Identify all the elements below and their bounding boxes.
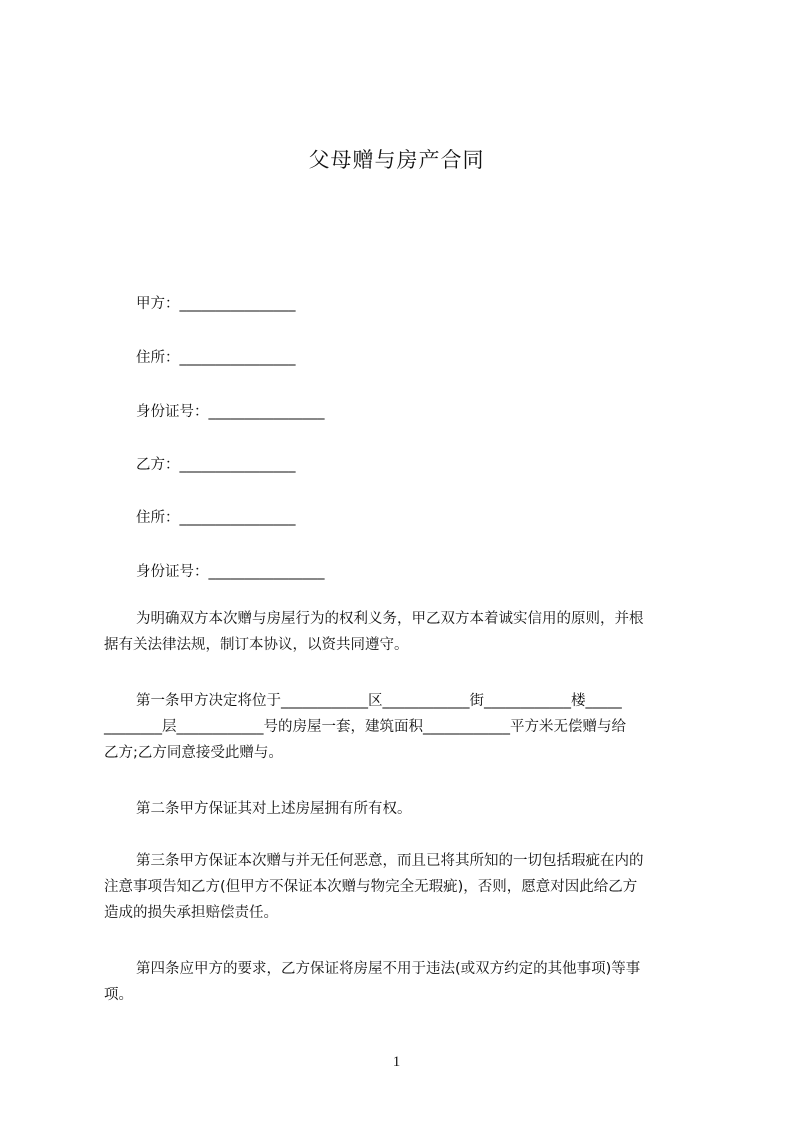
article-1-paragraph <box>104 688 702 766</box>
party-b-id-field: 身份证号：________________ <box>136 564 325 580</box>
article-4-line-2: 项。 <box>104 987 133 1003</box>
preamble-line-1: 为明确双方本次赠与房屋行为的权利义务，甲乙双方本着诚实信用的原则，并根 <box>136 611 644 627</box>
party-a-field: 甲方：________________ <box>136 296 296 312</box>
article-2-paragraph <box>104 796 702 822</box>
article-1-line-1: 第一条甲方决定将位于____________区____________街____________楼_____ <box>136 693 622 709</box>
article-2-line-1: 第二条甲方保证其对上述房屋拥有所有权。 <box>136 801 412 817</box>
article-4-line-1: 第四条应甲方的要求，乙方保证将房屋不用于违法(或双方约定的其他事项)等事 <box>136 961 641 977</box>
party-a-address-field: 住所：________________ <box>136 350 296 366</box>
article-3-line-3: 造成的损失承担赔偿责任。 <box>104 905 278 921</box>
article-3-paragraph <box>104 848 702 926</box>
preamble-paragraph <box>104 606 702 658</box>
preamble-line-2: 据有关法律法规，制订本协议，以资共同遵守。 <box>104 637 409 653</box>
article-4-paragraph <box>104 956 702 1008</box>
party-a-id-field: 身份证号：________________ <box>136 404 325 420</box>
article-1-line-3: 乙方;乙方同意接受此赠与。 <box>104 745 283 761</box>
page-number: 1 <box>392 1054 401 1070</box>
article-3-line-1: 第三条甲方保证本次赠与并无任何恶意，而且已将其所知的一切包括瑕疵在内的 <box>136 853 644 869</box>
party-b-address-field: 住所：________________ <box>136 510 296 526</box>
article-1-line-2: ________层____________号的房屋一套，建筑面积____________平方米无偿赠与给 <box>104 719 626 735</box>
party-b-field: 乙方：________________ <box>136 457 296 473</box>
article-3-line-2: 注意事项告知乙方(但甲方不保证本次赠与物完全无瑕疵)，否则，愿意对因此给乙方 <box>104 879 638 895</box>
document-title: 父母赠与房产合同 <box>308 148 485 172</box>
